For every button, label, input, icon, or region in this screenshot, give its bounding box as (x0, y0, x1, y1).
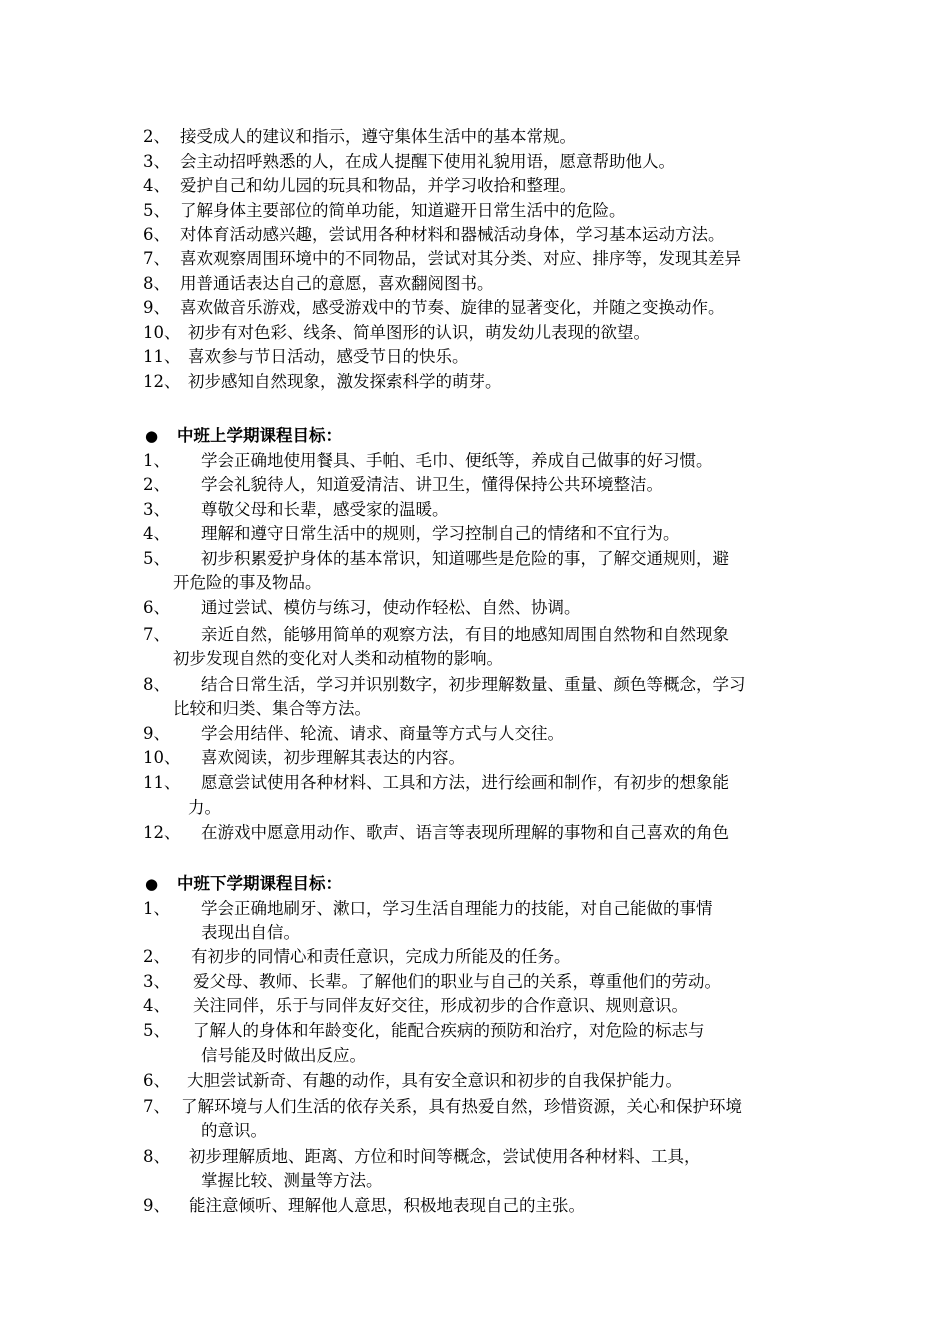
item-number: 5、 (143, 549, 170, 568)
list-item-continuation (143, 1169, 823, 1193)
item-text-continuation: 开危险的事及物品。 (173, 573, 322, 592)
item-text: 喜欢阅读，初步理解其表达的内容。 (201, 748, 465, 767)
item-number: 1、 (143, 451, 170, 470)
list-item (143, 272, 823, 296)
item-text: 能注意倾听、理解他人意思，积极地表现自己的主张。 (189, 1196, 585, 1215)
list-item-continuation (143, 796, 823, 820)
item-text-continuation: 力。 (188, 798, 221, 817)
item-number: 11、 (143, 347, 181, 366)
item-text: 亲近自然，能够用简单的观察方法，有目的地感知周围自然物和自然现象 (201, 625, 729, 644)
item-number: 8、 (143, 1147, 170, 1166)
item-number: 6、 (143, 1071, 170, 1090)
section-heading (143, 872, 823, 896)
item-text-continuation: 表现出自信。 (201, 923, 300, 942)
list-item (143, 1095, 823, 1119)
list-item (143, 498, 823, 522)
list-item (143, 150, 823, 174)
item-number: 12、 (143, 372, 181, 391)
list-item (143, 1194, 823, 1218)
item-text: 初步理解质地、距离、方位和时间等概念，尝试使用各种材料、工具， (189, 1147, 701, 1166)
item-number: 8、 (143, 675, 170, 694)
item-number: 4、 (143, 996, 170, 1015)
list-item (143, 296, 823, 320)
heading-text: 中班上学期课程目标： (177, 426, 342, 445)
list-item (143, 247, 823, 271)
item-text: 愿意尝试使用各种材料、工具和方法，进行绘画和制作，有初步的想象能 (201, 773, 729, 792)
item-text-continuation: 比较和归类、集合等方法。 (173, 699, 371, 718)
list-item (143, 722, 823, 746)
item-number: 7、 (143, 625, 170, 644)
item-number: 2、 (143, 475, 170, 494)
item-text: 了解身体主要部位的简单功能，知道避开日常生活中的危险。 (180, 201, 626, 220)
item-text: 爱父母、教师、长辈。了解他们的职业与自己的关系，尊重他们的劳动。 (193, 972, 721, 991)
item-text: 关注同伴，乐于与同伴友好交往，形成初步的合作意识、规则意识。 (193, 996, 688, 1015)
list-item-continuation (143, 571, 823, 595)
list-item-continuation (143, 1044, 823, 1068)
list-item (143, 174, 823, 198)
list-item-continuation (143, 921, 823, 945)
item-text: 会主动招呼熟悉的人，在成人提醒下使用礼貌用语，愿意帮助他人。 (180, 152, 675, 171)
item-number: 2、 (143, 127, 170, 146)
list-item-continuation (143, 647, 823, 671)
list-item (143, 370, 823, 394)
item-text: 尊敬父母和长辈，感受家的温暖。 (201, 500, 449, 519)
section-heading (143, 424, 823, 448)
list-item (143, 345, 823, 369)
item-text-continuation: 信号能及时做出反应。 (201, 1046, 366, 1065)
list-item (143, 449, 823, 473)
item-text-continuation: 初步发现自然的变化对人类和动植物的影响。 (173, 649, 503, 668)
list-item (143, 596, 823, 620)
list-item (143, 897, 823, 921)
list-item (143, 1145, 823, 1169)
item-number: 4、 (143, 176, 170, 195)
item-number: 8、 (143, 274, 170, 293)
item-text: 喜欢参与节日活动，感受节日的快乐。 (188, 347, 469, 366)
list-item (143, 223, 823, 247)
list-item (143, 321, 823, 345)
item-number: 6、 (143, 598, 170, 617)
item-number: 9、 (143, 298, 170, 317)
list-item (143, 473, 823, 497)
item-number: 12、 (143, 823, 181, 842)
list-item (143, 821, 823, 845)
item-number: 10、 (143, 748, 181, 767)
item-number: 7、 (143, 1097, 170, 1116)
item-number: 11、 (143, 773, 181, 792)
item-text: 学会正确地使用餐具、手帕、毛巾、便纸等，养成自己做事的好习惯。 (201, 451, 713, 470)
item-text: 通过尝试、模仿与练习，使动作轻松、自然、协调。 (201, 598, 581, 617)
item-text: 对体育活动感兴趣，尝试用各种材料和器械活动身体，学习基本运动方法。 (180, 225, 725, 244)
item-text: 学会用结伴、轮流、请求、商量等方式与人交往。 (201, 724, 564, 743)
item-text: 用普通话表达自己的意愿，喜欢翻阅图书。 (180, 274, 494, 293)
list-item (143, 945, 823, 969)
list-item (143, 1019, 823, 1043)
item-number: 3、 (143, 500, 170, 519)
list-item (143, 673, 823, 697)
list-item-continuation (143, 1119, 823, 1143)
item-text-continuation: 掌握比较、测量等方法。 (201, 1171, 383, 1190)
item-text: 学会礼貌待人，知道爱清洁、讲卫生，懂得保持公共环境整洁。 (201, 475, 663, 494)
item-number: 9、 (143, 724, 170, 743)
list-item (143, 970, 823, 994)
list-item (143, 771, 823, 795)
item-number: 3、 (143, 152, 170, 171)
bullet-icon: ● (145, 875, 159, 893)
item-number: 5、 (143, 1021, 170, 1040)
item-text: 在游戏中愿意用动作、歌声、语言等表现所理解的事物和自己喜欢的角色 (201, 823, 729, 842)
item-number: 9、 (143, 1196, 170, 1215)
item-text: 了解人的身体和年龄变化，能配合疾病的预防和治疗，对危险的标志与 (193, 1021, 705, 1040)
heading-text: 中班下学期课程目标： (177, 874, 342, 893)
item-number: 10、 (143, 323, 181, 342)
item-text: 理解和遵守日常生活中的规则，学习控制自己的情绪和不宜行为。 (201, 524, 680, 543)
list-item (143, 199, 823, 223)
item-text: 喜欢观察周围环境中的不同物品，尝试对其分类、对应、排序等，发现其差异 (180, 249, 741, 268)
item-text: 初步感知自然现象，激发探索科学的萌芽。 (188, 372, 502, 391)
item-text: 大胆尝试新奇、有趣的动作，具有安全意识和初步的自我保护能力。 (187, 1071, 682, 1090)
list-item (143, 623, 823, 647)
item-number: 6、 (143, 225, 170, 244)
item-text: 喜欢做音乐游戏，感受游戏中的节奏、旋律的显著变化，并随之变换动作。 (180, 298, 725, 317)
list-item (143, 746, 823, 770)
item-number: 1、 (143, 899, 170, 918)
list-item (143, 522, 823, 546)
item-number: 7、 (143, 249, 170, 268)
item-text: 初步有对色彩、线条、简单图形的认识，萌发幼儿表现的欲望。 (188, 323, 650, 342)
item-number: 3、 (143, 972, 170, 991)
item-text: 接受成人的建议和指示，遵守集体生活中的基本常规。 (180, 127, 576, 146)
item-number: 4、 (143, 524, 170, 543)
list-item (143, 547, 823, 571)
item-number: 2、 (143, 947, 170, 966)
item-number: 5、 (143, 201, 170, 220)
list-item-continuation (143, 697, 823, 721)
list-item (143, 125, 823, 149)
item-text: 了解环境与人们生活的依存关系，具有热爱自然，珍惜资源，关心和保护环境 (181, 1097, 742, 1116)
list-item (143, 994, 823, 1018)
bullet-icon: ● (145, 427, 159, 445)
item-text-continuation: 的意识。 (201, 1121, 267, 1140)
item-text: 初步积累爱护身体的基本常识，知道哪些是危险的事，了解交通规则，避 (201, 549, 729, 568)
item-text: 爱护自己和幼儿园的玩具和物品，并学习收拾和整理。 (180, 176, 576, 195)
item-text: 有初步的同情心和责任意识，完成力所能及的任务。 (191, 947, 571, 966)
item-text: 学会正确地刷牙、漱口，学习生活自理能力的技能，对自己能做的事情 (201, 899, 713, 918)
item-text: 结合日常生活，学习并识别数字，初步理解数量、重量、颜色等概念，学习 (201, 675, 746, 694)
list-item (143, 1069, 823, 1093)
